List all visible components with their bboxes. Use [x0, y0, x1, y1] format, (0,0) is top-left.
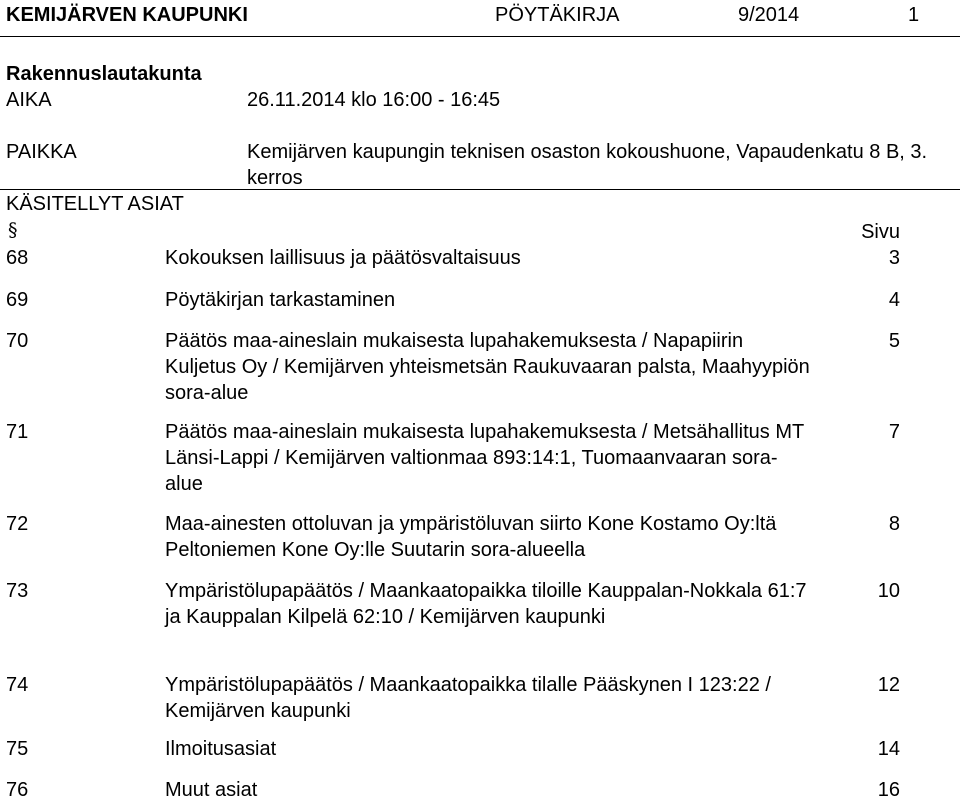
agenda-item-number: 73 — [6, 580, 29, 602]
agenda-item-page: 10 — [877, 580, 900, 602]
meta-divider — [0, 189, 960, 190]
agenda-item-number: 74 — [6, 674, 29, 696]
agenda-item-page: 7 — [888, 421, 900, 443]
header-divider — [0, 36, 960, 37]
agenda-item-number: 68 — [6, 247, 29, 269]
agenda-item-number: 75 — [6, 738, 29, 760]
agenda-item-title: Päätös maa-aineslain mukaisesta lupahakemuksesta / Napapiirin Kuljetus Oy / Kemijärven yhteismetsän Raukuvaaran palsta, Maahyypiön sora-alue — [165, 330, 810, 404]
agenda-item-page: 12 — [877, 674, 900, 696]
agenda-item-title: Kokouksen laillisuus ja päätösvaltaisuus — [165, 247, 521, 269]
agenda-item-title: Ympäristölupapäätös / Maankaatopaikka tiloille Kauppalan-Nokkala 61:7 ja Kauppalan Kilpelä 62:10 / Kemijärven kaupunki — [165, 580, 807, 628]
organization-name: KEMIJÄRVEN KAUPUNKI — [6, 4, 248, 26]
agenda-item-page: 3 — [888, 247, 900, 269]
place-label: PAIKKA — [6, 141, 77, 163]
agenda-item-page: 16 — [877, 779, 900, 801]
agenda-item-number: 76 — [6, 779, 29, 801]
agenda-item-page: 8 — [888, 513, 900, 535]
agenda-item-page: 5 — [888, 330, 900, 352]
place-value: Kemijärven kaupungin teknisen osaston kokoushuone, Vapaudenkatu 8 B, 3. kerros — [247, 141, 928, 189]
agenda-item-page: 4 — [888, 289, 900, 311]
body-title: Rakennuslautakunta — [6, 63, 202, 85]
time-value: 26.11.2014 klo 16:00 - 16:45 — [247, 89, 501, 111]
agenda-item-number: 70 — [6, 330, 29, 352]
agenda-item-title: Muut asiat — [165, 779, 258, 801]
agenda-item-title: Ympäristölupapäätös / Maankaatopaikka tilalle Pääskynen I 123:22 / Kemijärven kaupunki — [165, 674, 771, 722]
agenda-item-title: Päätös maa-aineslain mukaisesta lupahakemuksesta / Metsähallitus MT Länsi-Lappi / Kemijärven valtionmaa 893:14:1, Tuomaanvaaran sora-alue — [165, 421, 804, 495]
agenda-item-title: Pöytäkirjan tarkastaminen — [165, 289, 396, 311]
time-label: AIKA — [6, 89, 52, 111]
section-title: KÄSITELLYT ASIAT — [6, 193, 184, 215]
agenda-item-title: Maa-ainesten ottoluvan ja ympäristöluvan siirto Kone Kostamo Oy:ltä Peltoniemen Kone Oy:lle Suutarin sora-alueella — [165, 513, 777, 561]
page-number: 1 — [908, 4, 920, 26]
agenda-item-title: Ilmoitusasiat — [165, 738, 277, 760]
agenda-item-page: 14 — [877, 738, 900, 760]
agenda-item-number: 69 — [6, 289, 29, 311]
agenda-item-number: 72 — [6, 513, 29, 535]
section-sign: § — [8, 219, 18, 241]
document-number: 9/2014 — [738, 4, 800, 26]
document-type: PÖYTÄKIRJA — [495, 4, 620, 26]
page-column-label: Sivu — [861, 221, 900, 243]
agenda-item-number: 71 — [6, 421, 29, 443]
